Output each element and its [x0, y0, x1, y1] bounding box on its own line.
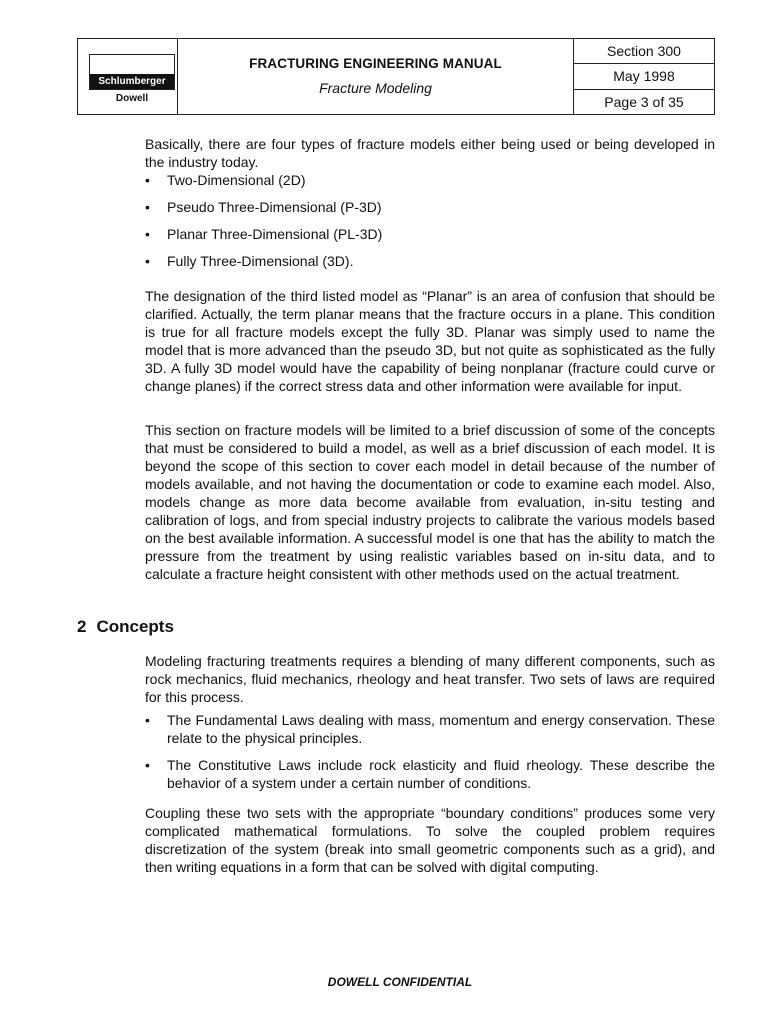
publish-date: May 1998: [574, 64, 714, 89]
intro-paragraph: Basically, there are four types of fracture models either being used or being developed in the industry today.: [145, 136, 715, 170]
schlumberger-logo: [89, 54, 175, 90]
section-heading-title: Concepts: [96, 617, 174, 636]
scope-paragraph: This section on fracture models will be limited to a brief discussion of some of the concepts that must be considered to build a model, as well as a brief discussion of each model. It is beyond the scope of this section to cover each model in detail because of the number of models available, and not having the documentation or code to examine each model. Also, models change as more data become available from evaluation, in-situ testing and calibration of logs, and from special industry projects to calibrate the various models based on the best available information. A successful model is one that has the ability to match the pressure from the treatment by using realistic variables based on in-situ data, and to calculate a fracture height consistent with other methods used on the actual treatment.: [145, 422, 715, 582]
coupling-paragraph: Coupling these two sets with the appropriate “boundary conditions” produces some very complicated mathematical formulations. To solve the coupled problem requires discretization of the system (break into small geometric components such as a grid), and then writing equations in a form that can be solved with digital computing.: [145, 805, 715, 875]
laws-list: [145, 711, 715, 792]
section-heading: [77, 617, 174, 637]
list-item: • Fully Three-Dimensional (3D).: [145, 252, 715, 270]
logo-subbrand: Dowell: [115, 93, 149, 104]
logo-brand: Schlumberger: [90, 74, 174, 89]
section-heading-number: 2: [77, 617, 87, 636]
list-item: • Planar Three-Dimensional (PL-3D): [145, 225, 715, 243]
model-types-list: [145, 171, 715, 270]
intro-block: [145, 135, 715, 270]
list-item: • The Constitutive Laws include rock elasticity and fluid rheology. These describe the behavior of a system under a certain number of conditions.: [145, 756, 715, 792]
concepts-intro: Modeling fracturing treatments requires a blending of many different components, such as rock mechanics, fluid mechanics, rheology and heat transfer. Two sets of laws are required for this process.: [145, 653, 715, 705]
manual-title: FRACTURING ENGINEERING MANUAL: [249, 56, 502, 71]
confidential-footer: DOWELL CONFIDENTIAL: [327, 975, 473, 989]
logo-cell: [78, 39, 178, 114]
list-item: • The Fundamental Laws dealing with mass, momentum and energy conservation. These relate to the physical principles.: [145, 711, 715, 747]
title-cell: [178, 39, 574, 114]
list-item: • Two-Dimensional (2D): [145, 171, 715, 189]
page-number: Page 3 of 35: [604, 93, 684, 110]
planar-paragraph: The designation of the third listed model as “Planar” is an area of confusion that should be clarified. Actually, the term planar means that the fracture occurs in a plane. This condition is true for all fracture models except the fully 3D. Planar was simply used to name the model that is more advanced than the pseudo 3D, but not quite as sophisticated as the fully 3D. A fully 3D model would have the capability of being nonplanar (fracture could curve or change planes) if the correct stress data and other information were available for input.: [145, 288, 715, 394]
list-item: • Pseudo Three-Dimensional (P-3D): [145, 198, 715, 216]
manual-subtitle: Fracture Modeling: [319, 80, 432, 96]
page-header: [77, 38, 715, 115]
section-number: Section 300: [574, 39, 714, 64]
concepts-block: [145, 652, 715, 792]
meta-cell: [574, 39, 714, 114]
